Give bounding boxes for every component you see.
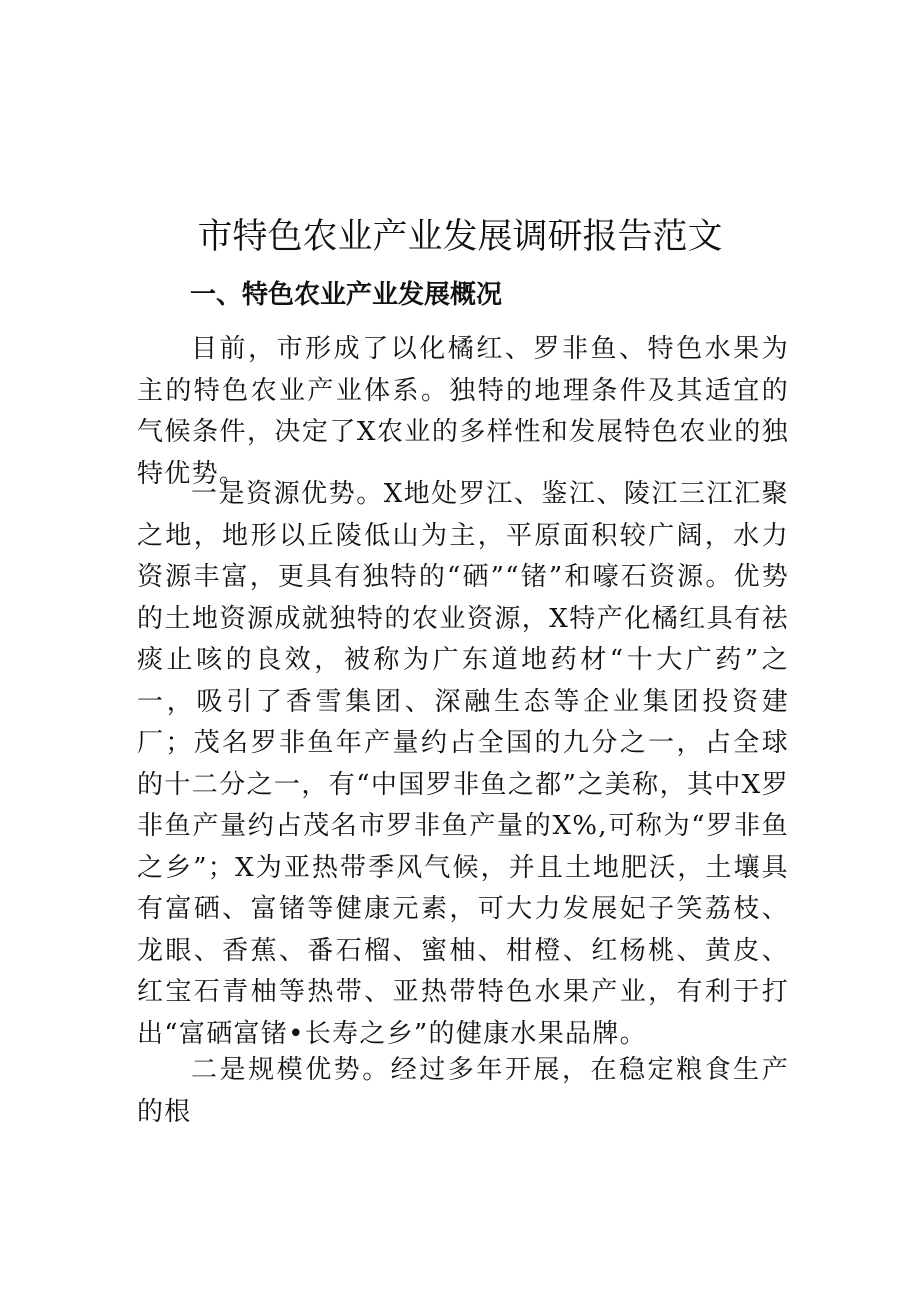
- paragraph-scale-advantage: 二是规模优势。经过多年开展，在稳定粮食生产的根: [137, 1055, 789, 1127]
- section-heading: 一、特色农业产业发展概况: [190, 280, 503, 310]
- paragraph-resource-advantage: 一是资源优势。X地处罗江、鉴江、陵江三江汇聚之地，地形以丘陵低山为主，平原面积较广阔，水力资源丰富，更具有独特的“硒”“锗”和嚎石资源。优势的土地资源成就独特的农业资源，X特产化橘红具有祛痰止咳的良效，被称为广东道地药材“十大广药”之一，吸引了香雪集团、深融生态等企业集团投资建厂；茂名罗非鱼年产量约占全国的九分之一，占全球的十二分之一，有“中国罗非鱼之都”之美称，其中X罗非鱼产量约占茂名市罗非鱼产量的X%,可称为“罗非鱼之乡”；X为亚热带季风气候，并且土地肥沃，土壤具有富硒、富锗等健康元素，可大力发展妃子笑荔枝、龙眼、香蕉、番石榴、蜜柚、柑橙、红杨桃、黄皮、红宝石青柚等热带、亚热带特色水果产业，有利于打出“富硒富锗•长寿之乡”的健康水果品牌。: [137, 479, 789, 1049]
- document-title: 市特色农业产业发展调研报告范文: [197, 217, 723, 257]
- paragraph-overview: 目前，市形成了以化橘红、罗非鱼、特色水果为主的特色农业产业体系。独特的地理条件及其适宜的气候条件，决定了X农业的多样性和发展特色农业的独特优势。: [137, 334, 789, 489]
